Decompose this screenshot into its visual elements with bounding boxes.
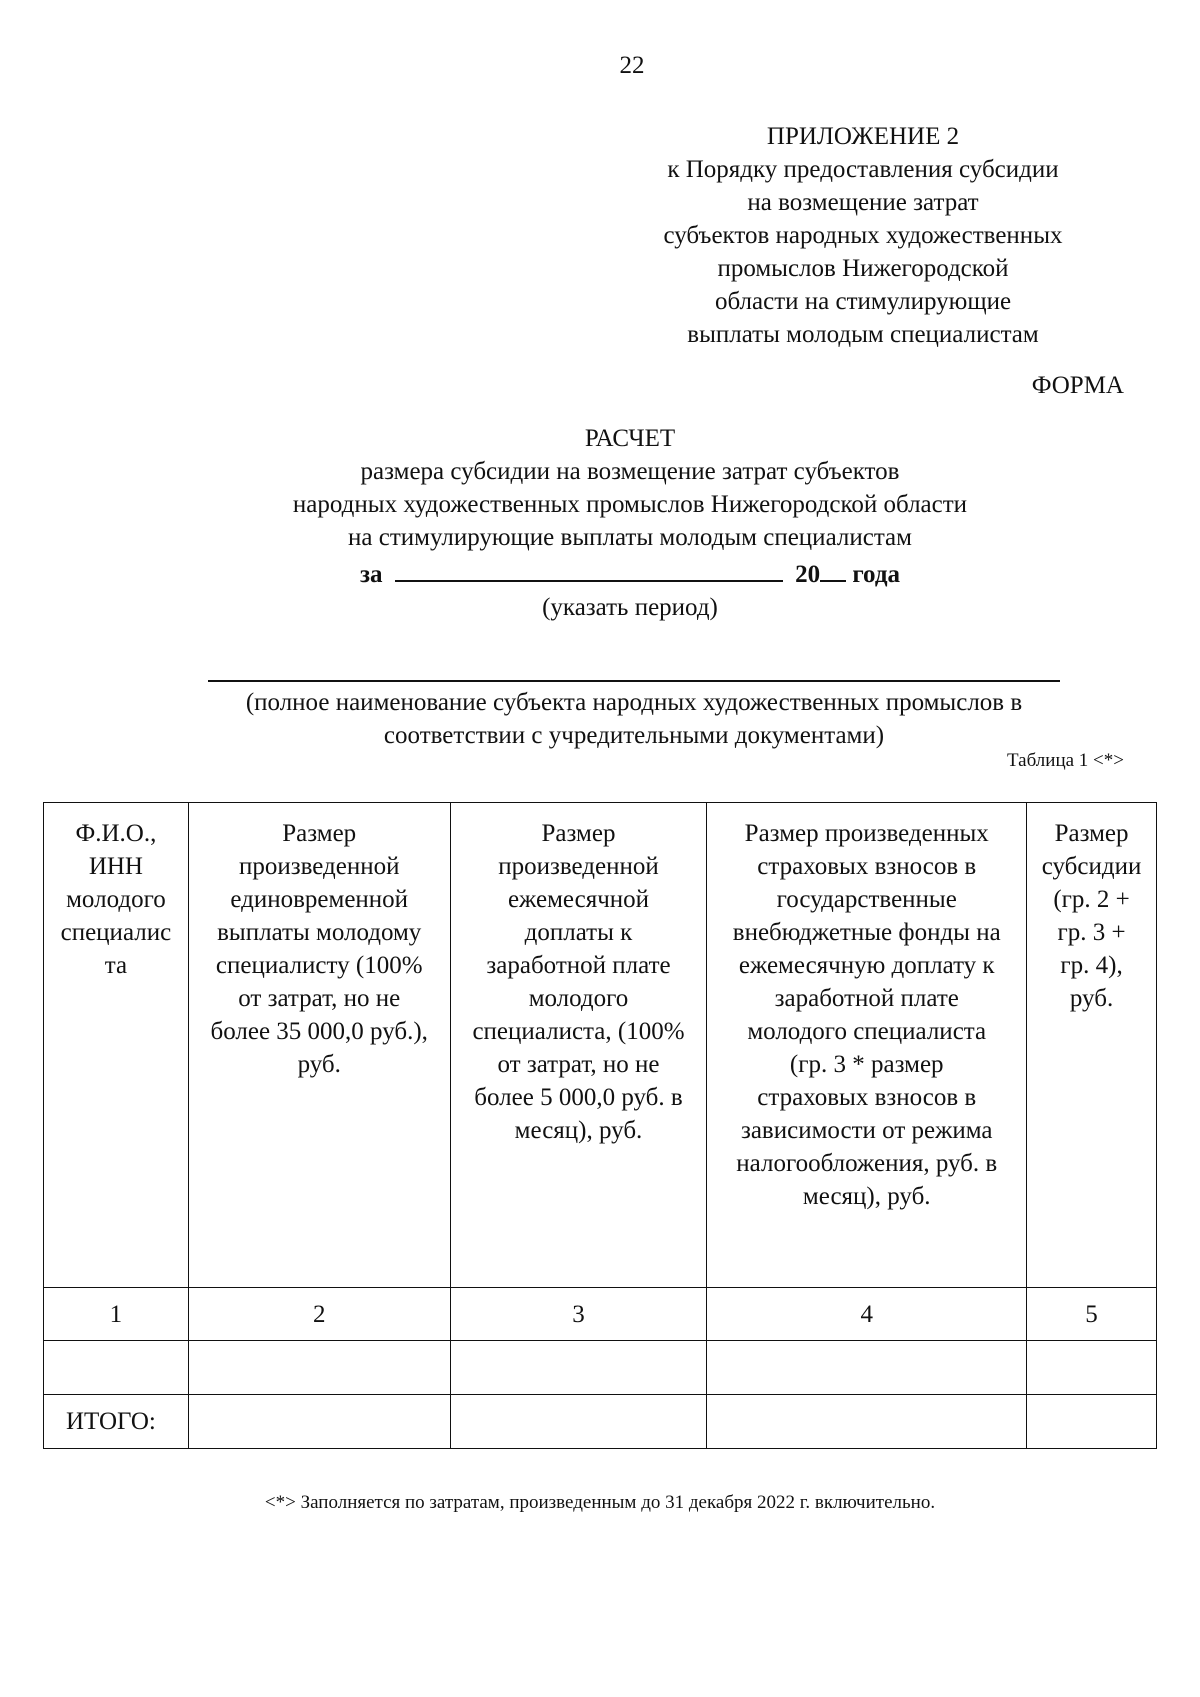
header-line: произведенной	[238, 853, 400, 880]
subsidy-table	[43, 802, 1157, 1449]
header-line: единовременной	[230, 886, 409, 913]
table-cell[interactable]	[707, 1341, 1027, 1395]
period-hint: (указать период)	[542, 594, 718, 621]
subject-name-blank[interactable]	[208, 680, 1060, 682]
total-cell[interactable]	[450, 1395, 707, 1449]
header-line: заработной плате	[486, 952, 671, 979]
total-cell[interactable]	[707, 1395, 1027, 1449]
appendix-block	[618, 120, 1108, 351]
header-line: руб.	[1069, 985, 1114, 1012]
page-number: 22	[619, 52, 645, 79]
header-col-2	[188, 803, 450, 1288]
header-line: месяц), руб.	[802, 1183, 931, 1210]
header-line: гр. 3 +	[1057, 919, 1126, 946]
subject-caption-line: (полное наименование субъекта народных художественных промыслов в	[245, 689, 1023, 716]
header-line: внебюджетные фонды на	[732, 919, 1001, 946]
column-number: 1	[44, 1288, 189, 1341]
calculation-line: народных художественных промыслов Нижегородской области	[292, 491, 968, 518]
column-number: 3	[450, 1288, 707, 1341]
appendix-line: области на стимулирующие	[714, 288, 1012, 315]
appendix-line: промыслов Нижегородской	[717, 255, 1009, 282]
header-line: молодого	[528, 985, 629, 1012]
header-line: специалис	[60, 919, 172, 946]
header-line: Размер	[541, 820, 616, 847]
header-line: месяц), руб.	[514, 1117, 643, 1144]
period-year-prefix: 20	[795, 561, 821, 588]
table-cell[interactable]	[44, 1341, 189, 1395]
header-col-5	[1027, 803, 1157, 1288]
header-line: ИНН	[88, 853, 143, 880]
total-cell[interactable]	[1027, 1395, 1157, 1449]
calculation-heading	[180, 422, 1080, 624]
header-line: (гр. 3 * размер	[789, 1051, 944, 1078]
header-line: выплаты молодому	[217, 919, 422, 946]
header-line: страховых взносов в	[757, 1084, 977, 1111]
header-line: от затрат, но не	[238, 985, 401, 1012]
header-line: ежемесячную доплату к	[738, 952, 995, 979]
subject-caption-line: соответствии с учредительными документами)	[383, 722, 885, 749]
header-line: страховых взносов в	[757, 853, 977, 880]
appendix-line: ПРИЛОЖЕНИЕ 2	[766, 123, 960, 150]
header-line: заработной плате	[774, 985, 959, 1012]
total-row	[44, 1395, 1157, 1449]
header-col-1	[44, 803, 189, 1288]
subject-caption	[150, 686, 1118, 752]
column-number-row	[44, 1288, 1157, 1341]
period-suffix: года	[852, 561, 900, 588]
header-line: зависимости от режима	[740, 1117, 993, 1144]
table-cell[interactable]	[1027, 1341, 1157, 1395]
year-blank[interactable]	[820, 554, 846, 582]
period-prefix: за	[360, 561, 383, 588]
header-line: (гр. 2 +	[1053, 886, 1130, 913]
table-row	[44, 1341, 1157, 1395]
header-line: государственные	[776, 886, 957, 913]
header-line: налогообложения, руб. в	[736, 1150, 998, 1177]
column-number: 5	[1027, 1288, 1157, 1341]
header-line: специалисту (100%	[215, 952, 423, 979]
table-header-row	[44, 803, 1157, 1288]
period-blank[interactable]	[395, 554, 783, 582]
header-line: руб.	[297, 1051, 341, 1078]
table-cell[interactable]	[450, 1341, 707, 1395]
calculation-title: РАСЧЕТ	[584, 425, 676, 452]
footnote: <*> Заполняется по затратам, произведенным до 31 декабря 2022 г. включительно.	[264, 1492, 936, 1513]
appendix-line: к Порядку предоставления субсидии	[667, 156, 1059, 183]
header-line: гр. 4),	[1060, 952, 1123, 979]
total-label: ИТОГО:	[44, 1395, 189, 1449]
header-line: Размер	[282, 820, 357, 847]
appendix-line: выплаты молодым специалистам	[687, 321, 1039, 348]
column-number: 2	[188, 1288, 450, 1341]
header-line: Ф.И.О.,	[75, 820, 157, 847]
header-line: Размер произведенных	[744, 820, 989, 847]
appendix-line: на возмещение затрат	[747, 189, 979, 216]
calculation-line: на стимулирующие выплаты молодым специалистам	[348, 524, 912, 551]
calculation-line: размера субсидии на возмещение затрат субъектов	[360, 458, 900, 485]
header-line: произведенной	[498, 853, 659, 880]
header-line: молодого специалиста	[747, 1018, 987, 1045]
appendix-line: субъектов народных художественных	[663, 222, 1063, 249]
header-line: Размер	[1054, 820, 1129, 847]
header-col-3	[450, 803, 707, 1288]
table-label: Таблица 1 <*>	[1007, 750, 1124, 771]
header-line: субсидии	[1041, 853, 1142, 880]
period-line	[180, 554, 1080, 591]
header-col-4	[707, 803, 1027, 1288]
header-line: более 35 000,0 руб.),	[210, 1018, 428, 1045]
header-line: ежемесячной	[507, 886, 650, 913]
header-line: от затрат, но не	[497, 1051, 660, 1078]
header-line: специалиста, (100%	[472, 1018, 685, 1045]
header-line: доплаты к	[524, 919, 633, 946]
header-line: молодого	[66, 886, 166, 913]
form-label: ФОРМА	[1031, 372, 1124, 399]
header-line: та	[104, 952, 128, 979]
table-cell[interactable]	[188, 1341, 450, 1395]
total-cell[interactable]	[188, 1395, 450, 1449]
column-number: 4	[707, 1288, 1027, 1341]
header-line: более 5 000,0 руб. в	[474, 1084, 683, 1111]
